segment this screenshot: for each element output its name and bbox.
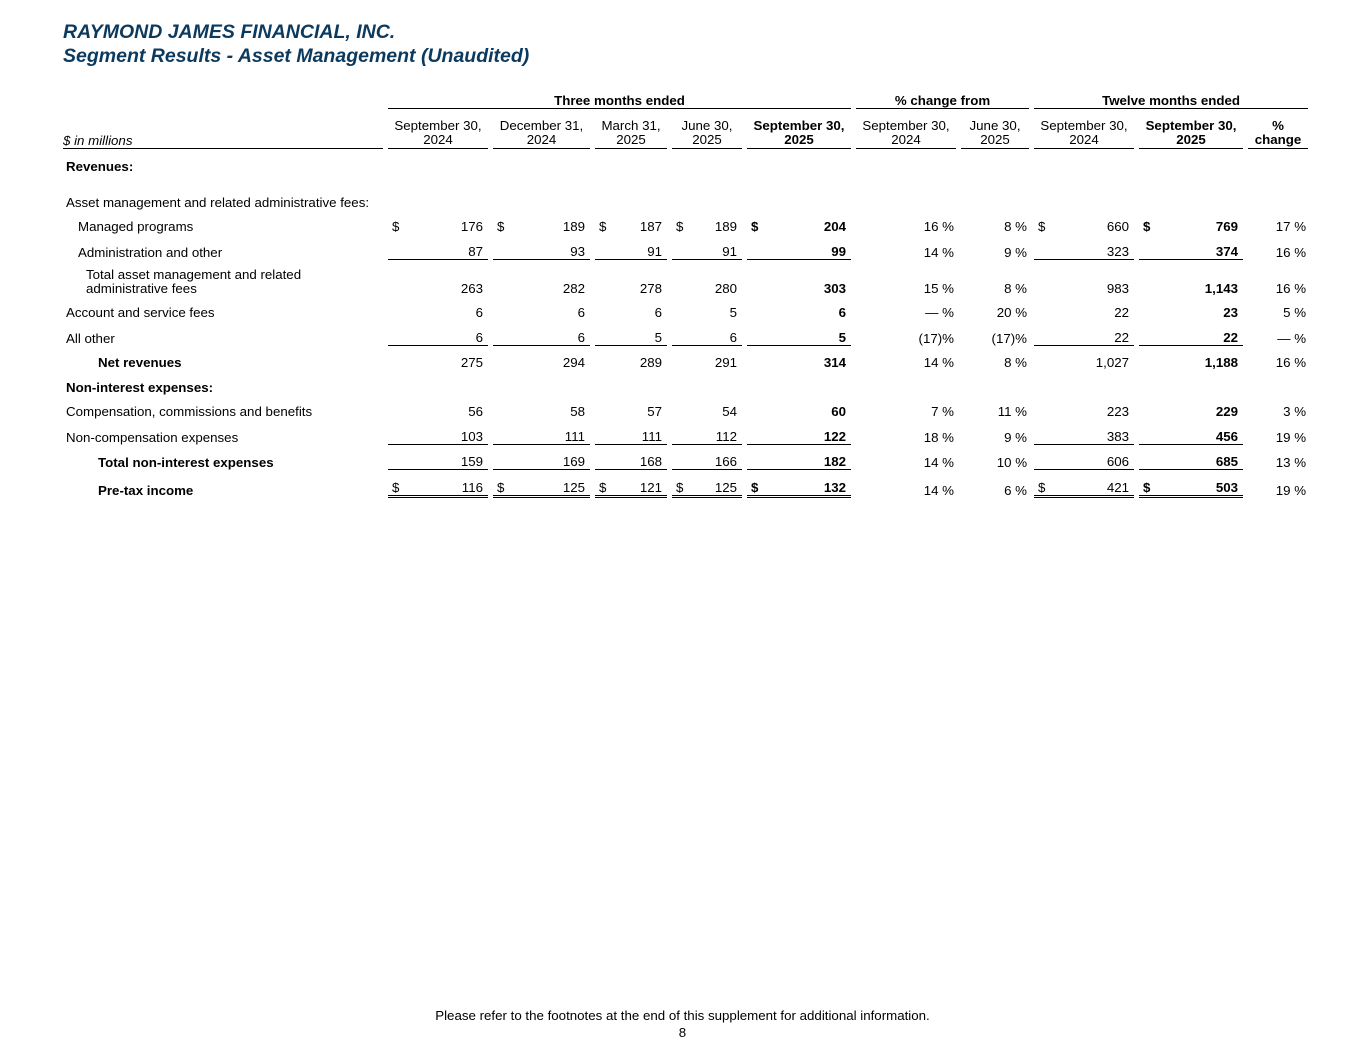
table-row — [63, 370, 1308, 395]
table-cell — [747, 346, 851, 371]
table-cell: 14 % — [923, 455, 954, 470]
currency-symbol: $ — [497, 219, 505, 234]
table-cell — [1034, 445, 1134, 471]
table-cell: 14 % — [923, 244, 954, 260]
currency-symbol: $ — [1143, 479, 1151, 495]
table-cell — [1139, 419, 1243, 445]
row-label: Managed programs — [78, 219, 194, 234]
table-row — [63, 174, 1308, 210]
table-cell — [493, 395, 590, 420]
cell-value: 187 — [639, 219, 662, 234]
group-three-months: Three months ended — [388, 90, 851, 109]
table-cell — [672, 210, 742, 235]
table-cell — [1139, 296, 1243, 321]
table-cell — [672, 260, 742, 296]
table-cell — [1139, 470, 1243, 498]
table-row — [63, 320, 1308, 346]
cell-value: 168 — [639, 454, 662, 469]
table-cell: 5 % — [1283, 305, 1307, 320]
cell-value: 112 — [715, 428, 737, 444]
currency-symbol: $ — [1143, 219, 1151, 234]
table-cell — [747, 234, 851, 260]
footer-note: Please refer to the footnotes at the end of this supplement for additional information. — [435, 1008, 930, 1023]
table-cell: 11 % — [997, 404, 1028, 419]
cell-value: 99 — [831, 243, 846, 259]
cell-value: 189 — [562, 219, 585, 234]
table-cell — [595, 234, 667, 260]
table-cell — [1139, 260, 1243, 296]
table-row — [63, 149, 1308, 174]
table-cell: 20 % — [996, 305, 1028, 320]
table-cell — [493, 419, 590, 445]
table-cell — [1034, 260, 1134, 296]
cell-value: 685 — [1215, 454, 1239, 469]
cell-value: 323 — [1106, 243, 1130, 259]
cell-value: 125 — [714, 479, 737, 495]
row-label: Non-interest expenses: — [66, 379, 214, 395]
table-cell: 8 % — [1004, 280, 1028, 296]
table-cell — [493, 296, 590, 321]
table-cell — [493, 470, 590, 498]
table-cell — [1034, 234, 1134, 260]
group-pct-change: % change from — [856, 90, 1029, 109]
cell-value: 159 — [460, 454, 483, 469]
col-header: September 30, 2024 — [388, 109, 488, 149]
cell-value: 56 — [468, 404, 483, 419]
cell-value: 6 — [838, 305, 846, 320]
table-cell: — % — [925, 305, 954, 320]
cell-value: 456 — [1215, 428, 1239, 444]
table-cell — [388, 346, 488, 371]
table-row — [63, 234, 1308, 260]
table-cell — [672, 296, 742, 321]
cell-value: 6 — [654, 305, 662, 320]
cell-value: 58 — [570, 404, 585, 419]
table-cell: 16 % — [1275, 244, 1307, 260]
table-cell: — % — [1277, 330, 1307, 346]
cell-value: 116 — [461, 479, 483, 495]
cell-value: 111 — [564, 428, 585, 444]
cell-value: 22 — [1114, 329, 1130, 345]
table-cell — [1034, 210, 1134, 235]
cell-value: 22 — [1223, 329, 1239, 345]
table-cell — [672, 346, 742, 371]
table-cell — [672, 320, 742, 346]
table-row — [63, 210, 1308, 235]
table-cell — [1139, 395, 1243, 420]
currency-symbol: $ — [751, 479, 759, 495]
table-cell — [388, 445, 488, 471]
table-cell: 19 % — [1275, 429, 1307, 445]
table-cell — [493, 346, 590, 371]
row-label: Total non-interest expenses — [98, 455, 274, 470]
table-cell: 8 % — [1004, 355, 1028, 370]
cell-value: 1,143 — [1204, 280, 1239, 296]
table-cell — [1034, 320, 1134, 346]
table-row — [63, 470, 1308, 498]
row-label: Asset management and related administrative fees: — [66, 194, 370, 210]
table-cell — [388, 419, 488, 445]
table-row — [63, 419, 1308, 445]
cell-value: 6 — [475, 329, 483, 345]
cell-value: 769 — [1215, 219, 1239, 234]
table-cell — [595, 445, 667, 471]
cell-value: 5 — [654, 329, 662, 345]
table-cell — [388, 234, 488, 260]
cell-value: 91 — [722, 243, 737, 259]
row-label: Compensation, commissions and benefits — [66, 404, 313, 419]
cell-value: 169 — [562, 454, 585, 469]
table-row — [63, 395, 1308, 420]
table-cell: 6 % — [1004, 482, 1028, 498]
cell-value: 1,188 — [1204, 355, 1239, 370]
report-title — [63, 20, 529, 68]
cell-value: 57 — [647, 404, 662, 419]
row-label: Administration and other — [78, 244, 223, 260]
cell-value: 291 — [714, 355, 737, 370]
cell-value: 125 — [562, 479, 585, 495]
col-header: September 30, 2024 — [856, 109, 956, 149]
col-header: June 30, 2025 — [672, 109, 742, 149]
table-cell — [493, 234, 590, 260]
table-cell — [595, 346, 667, 371]
row-label: All other — [66, 330, 115, 346]
row-label: Non-compensation expenses — [66, 429, 239, 445]
table-cell — [747, 445, 851, 471]
table-cell — [747, 395, 851, 420]
col-header: March 31, 2025 — [595, 109, 667, 149]
page-number: 8 — [678, 1025, 687, 1040]
table-cell: (17)% — [991, 330, 1028, 346]
table-cell — [493, 260, 590, 296]
cell-value: 204 — [823, 219, 846, 234]
table-cell: 8 % — [1004, 219, 1028, 234]
cell-value: 383 — [1106, 428, 1130, 444]
table-cell — [388, 395, 488, 420]
table-cell: 9 % — [1004, 244, 1028, 260]
row-label: Net revenues — [98, 355, 182, 370]
col-header: September 30, 2024 — [1034, 109, 1134, 149]
table-cell — [747, 419, 851, 445]
table-cell — [672, 419, 742, 445]
table-cell — [1034, 395, 1134, 420]
currency-symbol: $ — [1038, 479, 1046, 495]
cell-value: 166 — [714, 454, 737, 469]
currency-symbol: $ — [751, 219, 759, 234]
cell-value: 111 — [641, 428, 662, 444]
table-cell: 18 % — [923, 429, 954, 445]
table-cell — [388, 296, 488, 321]
table-cell — [1139, 346, 1243, 371]
currency-symbol: $ — [599, 219, 607, 234]
table-cell — [1139, 210, 1243, 235]
table-cell: 16 % — [1275, 355, 1307, 370]
cell-value: 229 — [1215, 404, 1239, 419]
row-label: Revenues: — [66, 158, 134, 174]
cell-value: 6 — [475, 305, 483, 320]
table-cell — [747, 260, 851, 296]
currency-symbol: $ — [1038, 219, 1046, 234]
table-cell — [595, 470, 667, 498]
cell-value: 374 — [1215, 243, 1239, 259]
table-cell — [672, 470, 742, 498]
cell-value: 5 — [838, 329, 846, 345]
table-cell: 7 % — [931, 404, 954, 419]
table-cell — [1034, 296, 1134, 321]
table-cell — [595, 419, 667, 445]
cell-value: 606 — [1106, 454, 1130, 469]
cell-value: 60 — [831, 404, 846, 419]
col-header-pct-change: % change — [1248, 109, 1308, 149]
col-header: June 30, 2025 — [961, 109, 1029, 149]
table-cell — [1034, 419, 1134, 445]
cell-value: 121 — [639, 479, 662, 495]
currency-symbol: $ — [497, 479, 505, 495]
table-cell: 16 % — [1275, 280, 1307, 296]
table-cell: (17)% — [918, 330, 954, 346]
table-row — [63, 260, 1308, 296]
table-cell — [1139, 234, 1243, 260]
cell-value: 275 — [460, 355, 483, 370]
cell-value: 182 — [823, 454, 846, 469]
cell-value: 54 — [722, 404, 737, 419]
cell-value: 6 — [577, 329, 585, 345]
cell-value: 23 — [1223, 305, 1239, 320]
currency-symbol: $ — [392, 219, 400, 234]
cell-value: 103 — [460, 428, 483, 444]
cell-value: 87 — [468, 243, 483, 259]
table-cell: 13 % — [1275, 455, 1307, 470]
cell-value: 176 — [460, 219, 483, 234]
currency-symbol: $ — [676, 479, 684, 495]
table-cell — [747, 210, 851, 235]
currency-symbol: $ — [676, 219, 684, 234]
table-cell — [747, 470, 851, 498]
table-cell — [672, 395, 742, 420]
cell-value: 1,027 — [1095, 355, 1130, 370]
table-cell — [388, 320, 488, 346]
table-cell — [595, 296, 667, 321]
table-cell: 9 % — [1004, 429, 1028, 445]
cell-value: 289 — [639, 355, 662, 370]
table-cell: 16 % — [923, 219, 954, 234]
col-header-current: September 30, 2025 — [747, 109, 851, 149]
cell-value: 93 — [570, 243, 585, 259]
table-row — [63, 346, 1308, 371]
col-header: December 31, 2024 — [493, 109, 590, 149]
cell-value: 223 — [1106, 404, 1130, 419]
cell-value: 278 — [639, 280, 662, 296]
cell-value: 5 — [729, 305, 737, 320]
cell-value: 280 — [714, 280, 737, 296]
cell-value: 132 — [823, 479, 846, 495]
segment-results-table — [63, 90, 1308, 498]
report-subtitle: Segment Results - Asset Management (Unaudited) — [63, 45, 530, 67]
table-cell — [595, 395, 667, 420]
cell-value: 122 — [823, 428, 846, 444]
table-cell: 17 % — [1275, 219, 1307, 234]
table-cell — [672, 445, 742, 471]
table-cell: 3 % — [1283, 404, 1307, 419]
col-header-current: September 30, 2025 — [1139, 109, 1243, 149]
cell-value: 983 — [1106, 280, 1130, 296]
table-cell — [493, 210, 590, 235]
table-cell: 15 % — [923, 280, 954, 296]
cell-value: 6 — [577, 305, 585, 320]
currency-symbol: $ — [599, 479, 607, 495]
table-cell — [595, 260, 667, 296]
cell-value: 421 — [1106, 479, 1130, 495]
row-label: Account and service fees — [66, 305, 215, 320]
table-row — [63, 296, 1308, 321]
cell-value: 294 — [562, 355, 585, 370]
table-cell — [747, 296, 851, 321]
table-cell — [672, 234, 742, 260]
table-cell — [1139, 320, 1243, 346]
row-label: Pre-tax income — [98, 482, 194, 498]
table-cell — [388, 260, 488, 296]
units-label: $ in millions — [63, 109, 383, 149]
table-cell — [493, 320, 590, 346]
cell-value: 314 — [823, 355, 846, 370]
table-cell: 14 % — [923, 355, 954, 370]
cell-value: 6 — [729, 329, 737, 345]
table-cell — [595, 210, 667, 235]
currency-symbol: $ — [392, 479, 400, 495]
cell-value: 22 — [1114, 305, 1130, 320]
table-cell: 14 % — [923, 482, 954, 498]
table-cell — [1034, 346, 1134, 371]
table-cell — [595, 320, 667, 346]
table-cell — [388, 210, 488, 235]
cell-value: 91 — [647, 243, 662, 259]
cell-value: 303 — [823, 280, 846, 296]
cell-value: 503 — [1215, 479, 1239, 495]
table-cell — [493, 445, 590, 471]
table-cell — [1139, 445, 1243, 471]
row-label: Total asset management and related administrative fees — [86, 266, 302, 296]
table-cell: 19 % — [1275, 482, 1307, 498]
table-cell — [747, 320, 851, 346]
group-twelve-months: Twelve months ended — [1034, 90, 1308, 109]
cell-value: 660 — [1106, 219, 1130, 234]
table-cell — [388, 470, 488, 498]
cell-value: 189 — [714, 219, 737, 234]
cell-value: 263 — [460, 280, 483, 296]
table-cell — [1034, 470, 1134, 498]
table-row — [63, 445, 1308, 471]
company-name: RAYMOND JAMES FINANCIAL, INC. — [63, 21, 396, 43]
cell-value: 282 — [562, 280, 585, 296]
table-cell: 10 % — [996, 455, 1028, 470]
